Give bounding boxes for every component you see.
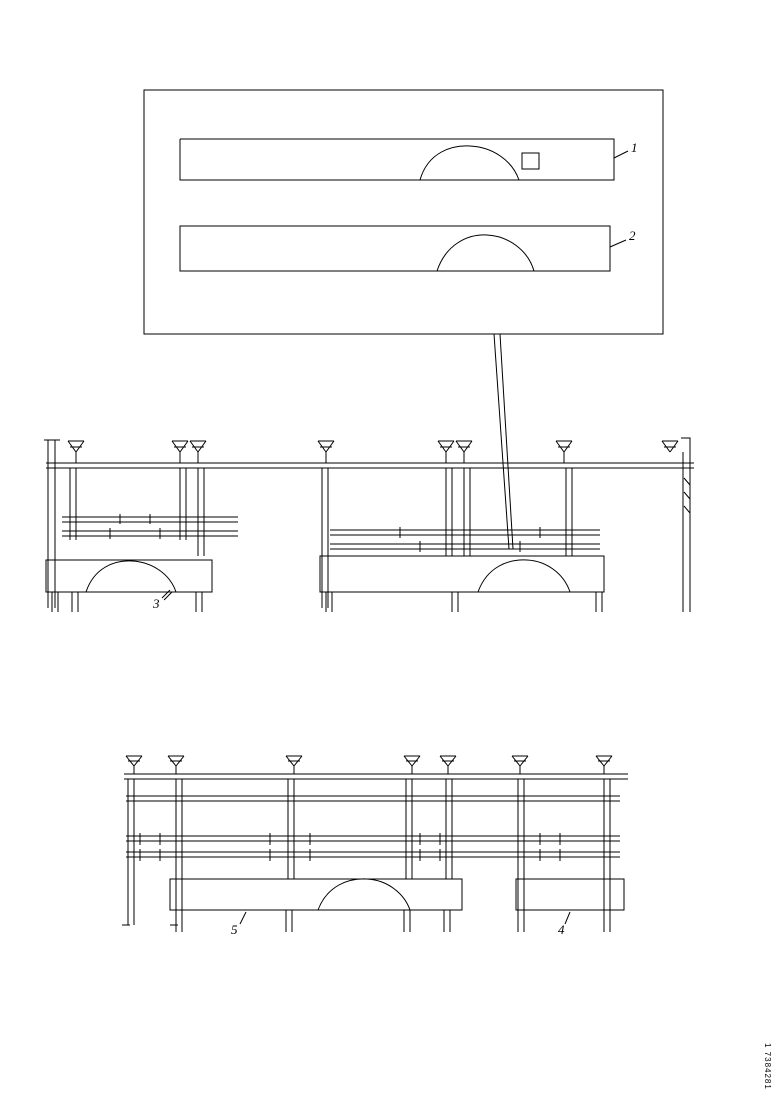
upper-elevation-view (44, 438, 694, 612)
rail-profile-2 (180, 226, 610, 271)
upper-right-bay (318, 441, 604, 612)
callout-label-4: 4 (558, 922, 565, 937)
leader-line (494, 334, 513, 549)
lower-bracket-row (126, 756, 612, 774)
upper-right-fragment (662, 438, 694, 612)
callout-label-1: 1 (631, 140, 638, 155)
sheet-id: 1 7384281 (763, 1043, 772, 1090)
callout-label-5: 5 (231, 922, 238, 937)
lower-elevation-view (122, 590, 628, 932)
upper-left-bay (44, 440, 238, 612)
rail-profile-1 (180, 139, 614, 180)
callout-label-3: 3 (153, 596, 160, 611)
detail-box-frame (144, 90, 663, 334)
callout-label-2: 2 (629, 228, 636, 243)
